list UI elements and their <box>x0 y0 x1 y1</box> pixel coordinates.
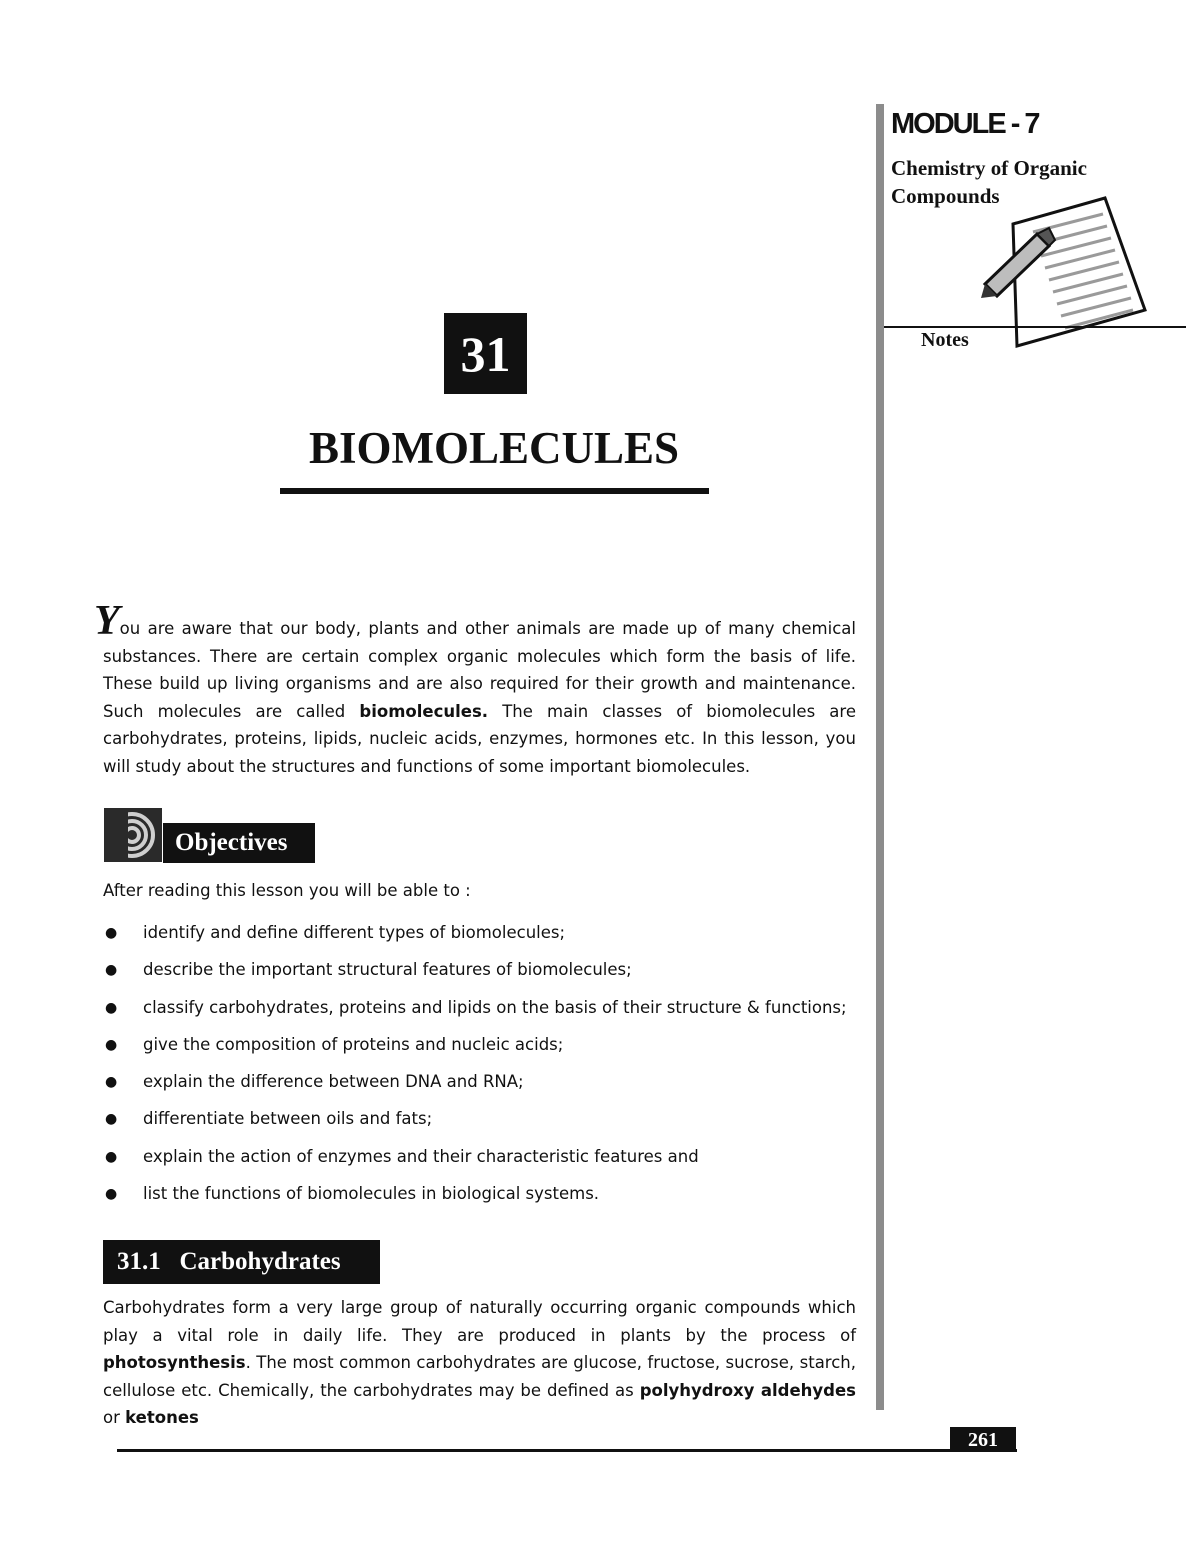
bullet-icon: ● <box>105 1148 118 1165</box>
list-item: ● describe the important structural features of biomolecules; <box>103 955 863 992</box>
bullet-icon: ● <box>105 1036 118 1053</box>
page-number: 261 <box>950 1427 1016 1452</box>
chapter-number: 31 <box>444 313 527 394</box>
carbohydrates-paragraph: Carbohydrates form a very large group of naturally occurring organic compounds which play a vital role in daily life. They are produced in plants by the process of photosynthesis. The most common carbohydrates are glucose, fructose, sucrose, starch, cellulose etc. Chemically, the carbohydrates may be defined as polyhydroxy aldehydes or ketones <box>103 1298 856 1427</box>
drop-cap: Y <box>94 598 120 644</box>
list-item: ● give the composition of proteins and nucleic acids; <box>103 1030 863 1067</box>
module-title: MODULE - 7 <box>891 108 1039 140</box>
list-item: ● explain the difference between DNA and RNA; <box>103 1067 863 1104</box>
bullet-icon: ● <box>105 1186 118 1203</box>
footer-rule <box>117 1449 1017 1452</box>
chapter-title: BIOMOLECULES <box>308 423 680 473</box>
list-item: ● identify and define different types of biomolecules; <box>103 918 863 955</box>
bullet-icon: ● <box>105 1111 118 1128</box>
module-subject-line2: Compounds <box>891 184 1000 208</box>
objectives-target-icon <box>104 808 162 862</box>
bullet-icon: ● <box>105 999 118 1016</box>
bold-term: photosynthesis <box>103 1353 246 1372</box>
bullet-icon: ● <box>105 962 118 979</box>
bold-term: polyhydroxy aldehydes <box>639 1380 856 1400</box>
list-item: ● classify carbohydrates, proteins and lipids on the basis of their structure & functions; <box>103 993 863 1030</box>
title-underline <box>280 488 709 494</box>
objectives-intro: After reading this lesson you will be able to : <box>103 881 471 900</box>
list-item: ● explain the action of enzymes and their characteristic features and <box>103 1142 863 1179</box>
section-heading: 31.1 Carbohydrates <box>103 1240 380 1284</box>
objectives-list <box>103 918 863 1216</box>
objectives-heading: Objectives <box>163 823 315 863</box>
notes-pencil-icon <box>975 192 1150 352</box>
bold-term: ketones <box>125 1408 199 1427</box>
bullet-icon: ● <box>105 925 118 941</box>
module-subject-line1: Chemistry of Organic <box>891 156 1087 180</box>
list-item: ● list the functions of biomolecules in biological systems. <box>103 1179 863 1216</box>
notes-rule <box>884 326 1186 328</box>
notes-label: Notes <box>921 329 969 351</box>
intro-bold-term: biomolecules. <box>359 701 489 721</box>
intro-text-a: ou are aware that our body, plants and other animals are made up of many chemical substances. There are certain complex organic molecules which form the basis of life. These build up living organisms and are also required for their growth and maintenance. Such molecules are called <box>103 619 856 721</box>
intro-paragraph <box>94 598 856 780</box>
bullet-icon: ● <box>105 1074 118 1091</box>
intro-text-b: The main classes of biomolecules are carbohydrates, proteins, lipids, nucleic acids, enzymes, hormones etc. In this lesson, you will study about the structures and functions of some important biomolecules. <box>103 701 856 776</box>
margin-rule <box>876 104 884 1410</box>
list-item: ● differentiate between oils and fats; <box>103 1104 863 1141</box>
